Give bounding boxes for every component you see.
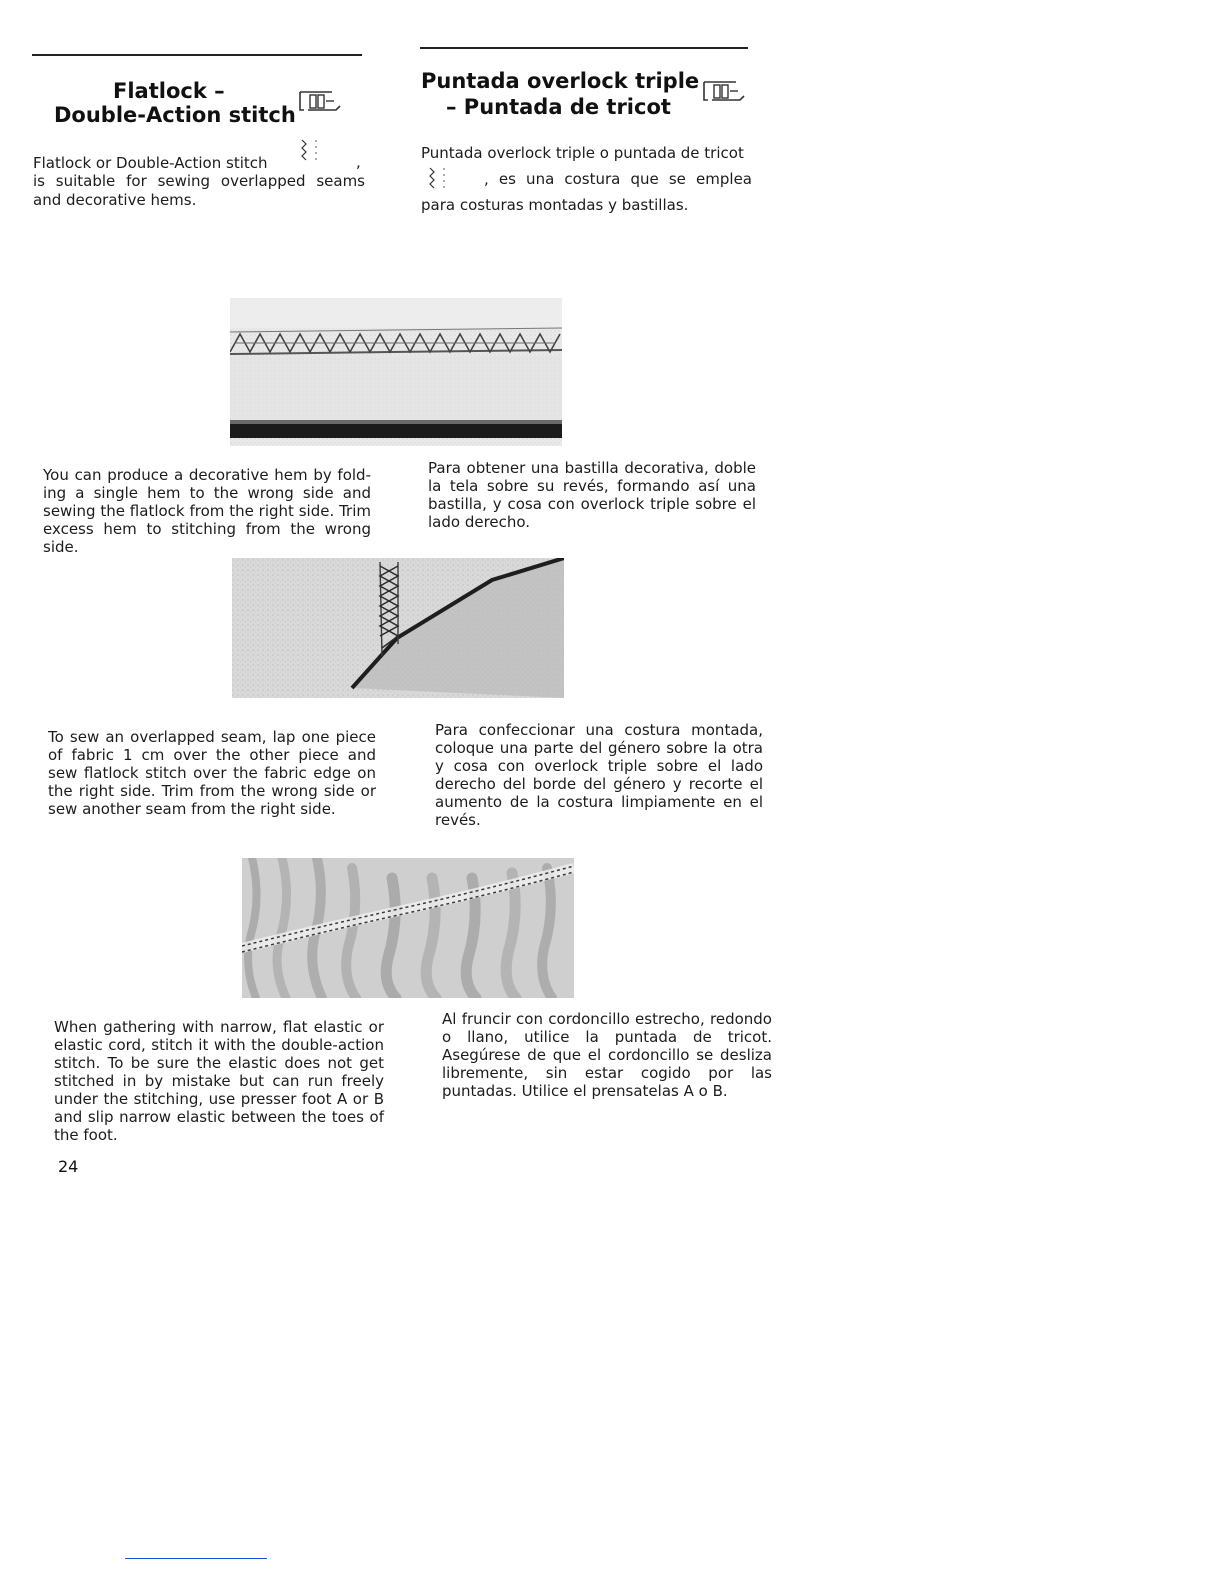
page-number: 24 — [58, 1157, 79, 1176]
flatlock-stitch-symbol-icon-right — [424, 166, 454, 192]
left-heading-line1: Flatlock – — [113, 79, 225, 103]
flatlock-stitch-symbol-icon — [296, 138, 326, 164]
left-heading-line2: Double-Action stitch — [54, 103, 296, 127]
presser-foot-icon — [298, 88, 342, 114]
right-gather-text: Al fruncir con cordoncillo estrecho, redondo o llano, utilice la puntada de tricot. Asegúrese de que el cordoncillo se desliza libremente, sin estar cogido por las puntadas. Utilice el prensatelas A o B. — [442, 1010, 772, 1100]
right-intro-line1: Puntada overlock triple o puntada de tricot — [421, 144, 744, 162]
presser-foot-icon-right — [702, 78, 746, 104]
right-seam-text: Para confeccionar una costura montada, coloque una parte del género sobre la otra y cosa con overlock triple sobre el lado derecho del borde del género y recorte el aumento de la costura limpiamente en el revés. — [435, 721, 763, 829]
left-intro-line3: and decorative hems. — [33, 191, 197, 209]
right-heading-line2: – Puntada de tricot — [446, 95, 671, 119]
right-intro-line3: para costuras montadas y bastillas. — [421, 196, 689, 214]
left-top-rule — [32, 54, 362, 56]
right-hem-text: Para obtener una bastilla decorativa, doble la tela sobre su revés, formando así una bastilla, y cosa con overlock triple sobre el lado derecho. — [428, 459, 756, 531]
right-intro-line2: , es una costura que se emplea — [484, 170, 752, 188]
overlapped-seam-photo — [232, 558, 564, 698]
left-intro-line1: Flatlock or Double-Action stitch — [33, 154, 268, 172]
left-intro-comma: , — [356, 153, 361, 171]
bottom-rule — [125, 1558, 267, 1559]
left-seam-text: To sew an overlapped seam, lap one piece of fabric 1 cm over the other piece and sew flatlock stitch over the fabric edge on the right side. Trim from the wrong side or sew another seam from the right side. — [48, 728, 376, 818]
left-hem-text: You can produce a decorative hem by fold-ing a single hem to the wrong side and sewing the flatlock from the right side. Trim excess hem to stitching from the wrong side. — [43, 466, 371, 556]
right-top-rule — [420, 47, 748, 49]
right-heading-line1: Puntada overlock triple — [421, 69, 700, 93]
left-intro-line2: is suitable for sewing overlapped seams — [33, 172, 365, 190]
decorative-hem-photo — [230, 298, 562, 446]
gathered-elastic-photo — [242, 858, 574, 998]
left-gather-text: When gathering with narrow, flat elastic or elastic cord, stitch it with the double-action stitch. To be sure the elastic does not get stitched in by mistake but can run freely under the stitching, use presser foot A or B and slip narrow elastic between the toes of the foot. — [54, 1018, 384, 1144]
